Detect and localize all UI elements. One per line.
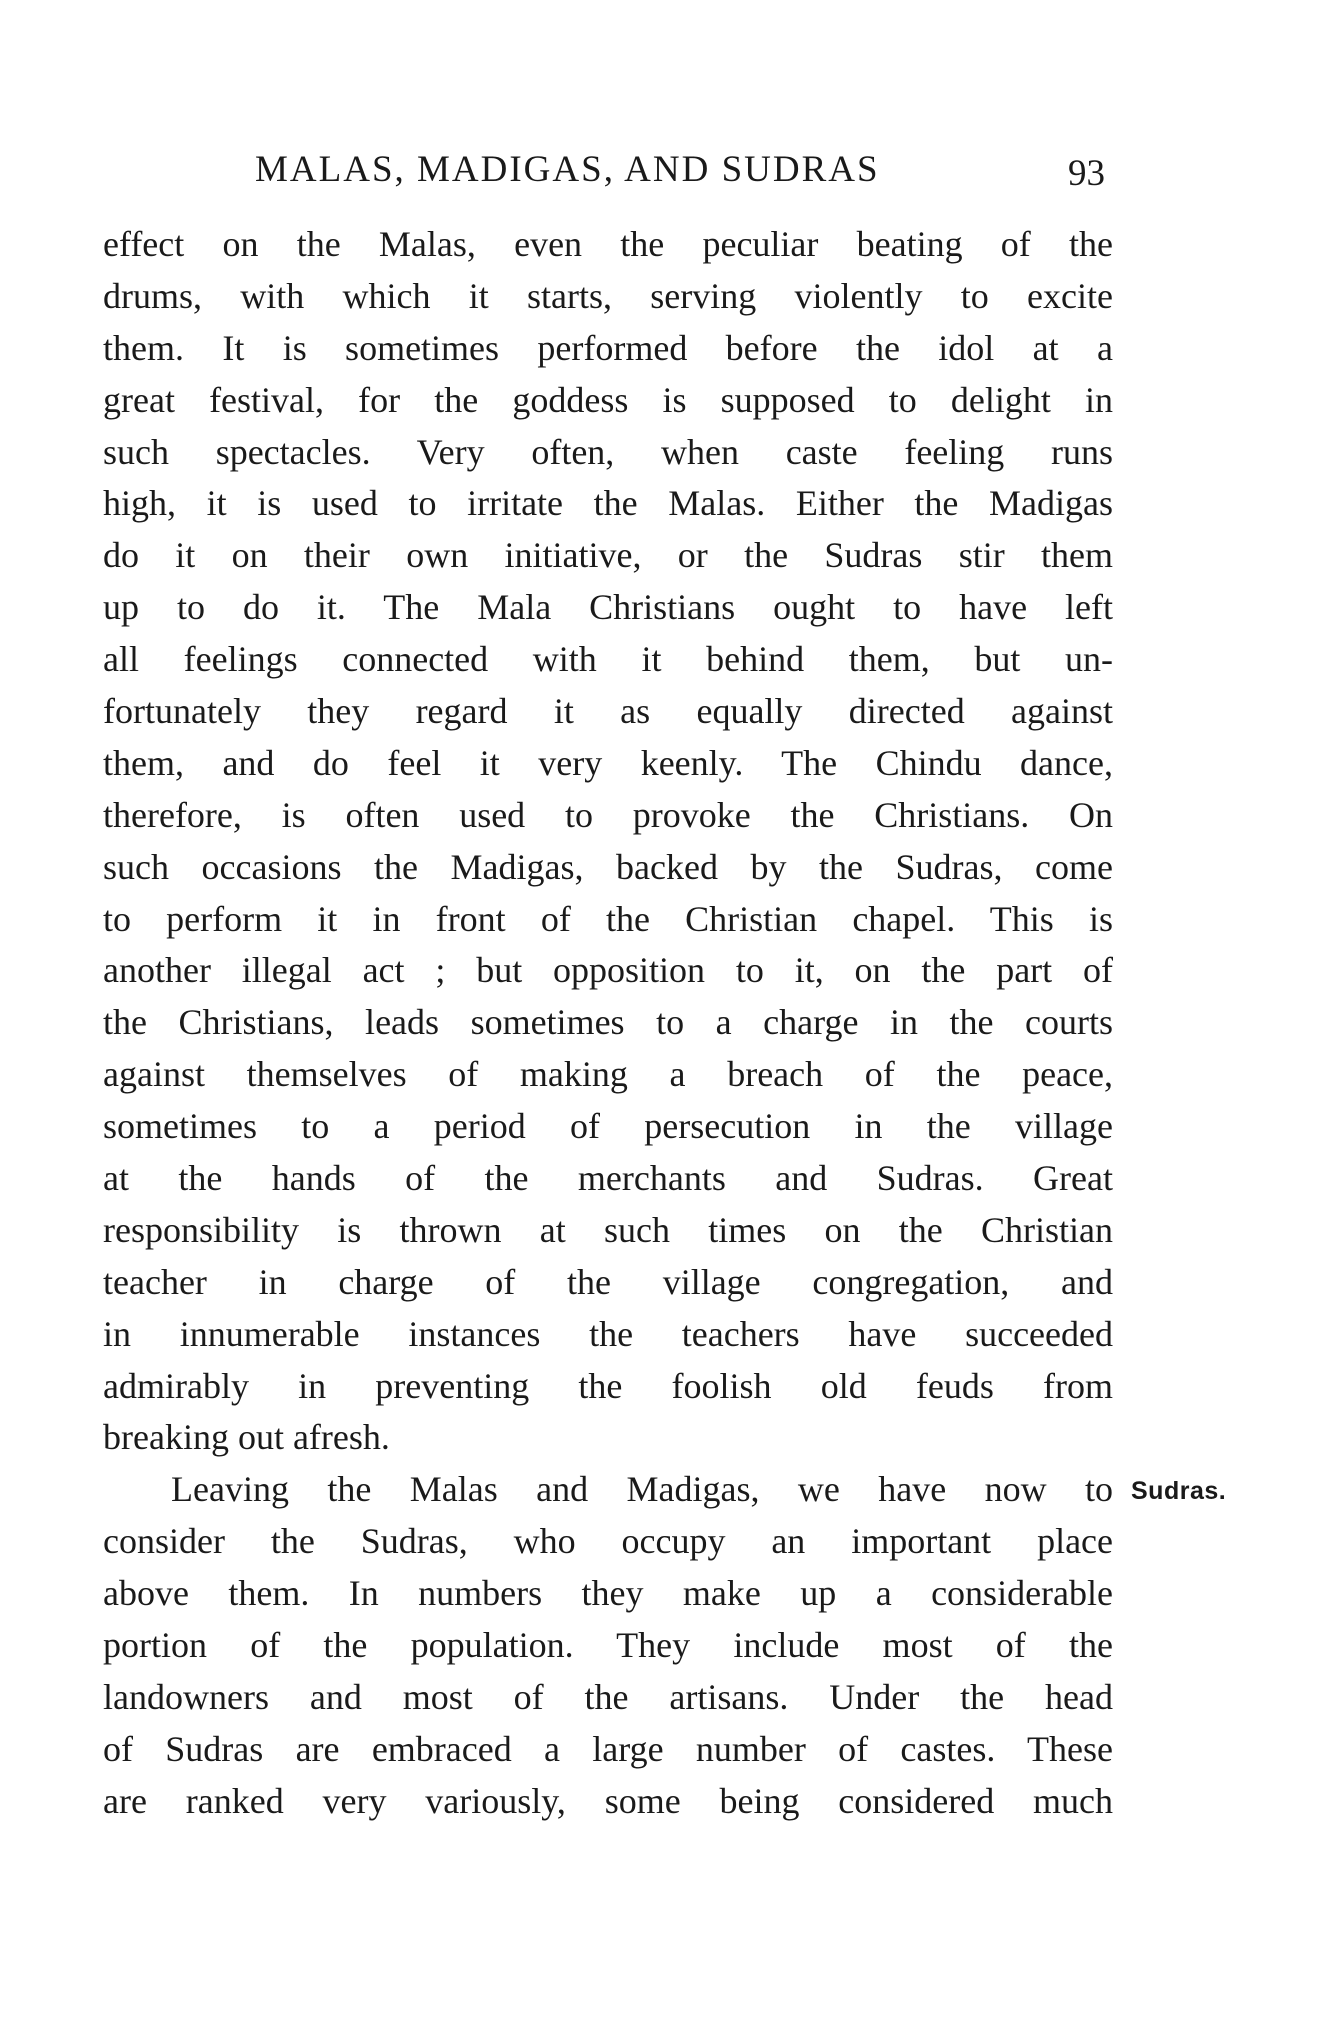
text-line: fortunately they regard it as equally directed against bbox=[103, 691, 1113, 732]
text-line: the Christians, leads sometimes to a charge in the courts bbox=[103, 1002, 1113, 1043]
text-line: at the hands of the merchants and Sudras. Great bbox=[103, 1158, 1113, 1199]
text-line: up to do it. The Mala Christians ought to have left bbox=[103, 587, 1113, 628]
text-line: all feelings connected with it behind them, but un- bbox=[103, 639, 1113, 680]
text-line: them, and do feel it very keenly. The Chindu dance, bbox=[103, 742, 1113, 783]
page-number: 93 bbox=[1068, 153, 1105, 194]
text-line: sometimes to a period of persecution in the village bbox=[103, 1106, 1113, 1147]
text-line: effect on the Malas, even the peculiar beating of the bbox=[103, 224, 1113, 264]
paragraph-end-line: breaking out afresh. bbox=[103, 1417, 390, 1458]
text-line: consider the Sudras, who occupy an important place bbox=[103, 1521, 1113, 1562]
text-line: another illegal act ; but opposition to it, on the part of bbox=[103, 950, 1113, 991]
text-line: such occasions the Madigas, backed by the Sudras, come bbox=[103, 846, 1113, 887]
text-line: them. It is sometimes performed before the idol at a bbox=[103, 327, 1113, 368]
text-line: high, it is used to irritate the Malas. Either the Madigas bbox=[103, 483, 1113, 524]
body-text bbox=[103, 219, 1113, 1828]
text-line: to perform it in front of the Christian chapel. This is bbox=[103, 898, 1113, 939]
text-line: drums, with which it starts, serving violently to excite bbox=[103, 275, 1113, 316]
text-line: are ranked very variously, some being considered much bbox=[103, 1780, 1113, 1821]
text-line: above them. In numbers they make up a considerable bbox=[103, 1573, 1113, 1614]
text-line: therefore, is often used to provoke the Christians. On bbox=[103, 794, 1113, 835]
text-line: of Sudras are embraced a large number of castes. These bbox=[103, 1728, 1113, 1769]
running-title: MALAS, MADIGAS, AND SUDRAS bbox=[255, 149, 880, 190]
paragraph-start-line: Leaving the Malas and Madigas, we have now to bbox=[171, 1469, 1113, 1510]
text-line: portion of the population. They include most of the bbox=[103, 1625, 1113, 1666]
text-line: teacher in charge of the village congregation, and bbox=[103, 1261, 1113, 1302]
text-line: in innumerable instances the teachers have succeeded bbox=[103, 1313, 1113, 1354]
running-head bbox=[255, 148, 1105, 198]
text-line: such spectacles. Very often, when caste feeling runs bbox=[103, 431, 1113, 472]
text-line: great festival, for the goddess is supposed to delight in bbox=[103, 379, 1113, 420]
text-line: admirably in preventing the foolish old feuds from bbox=[103, 1365, 1113, 1406]
marginal-note: Sudras. bbox=[1131, 1477, 1227, 1505]
text-line: do it on their own initiative, or the Sudras stir them bbox=[103, 535, 1113, 576]
text-line: against themselves of making a breach of the peace, bbox=[103, 1054, 1113, 1095]
text-line: responsibility is thrown at such times on the Christian bbox=[103, 1209, 1113, 1250]
text-line: landowners and most of the artisans. Under the head bbox=[103, 1676, 1113, 1717]
